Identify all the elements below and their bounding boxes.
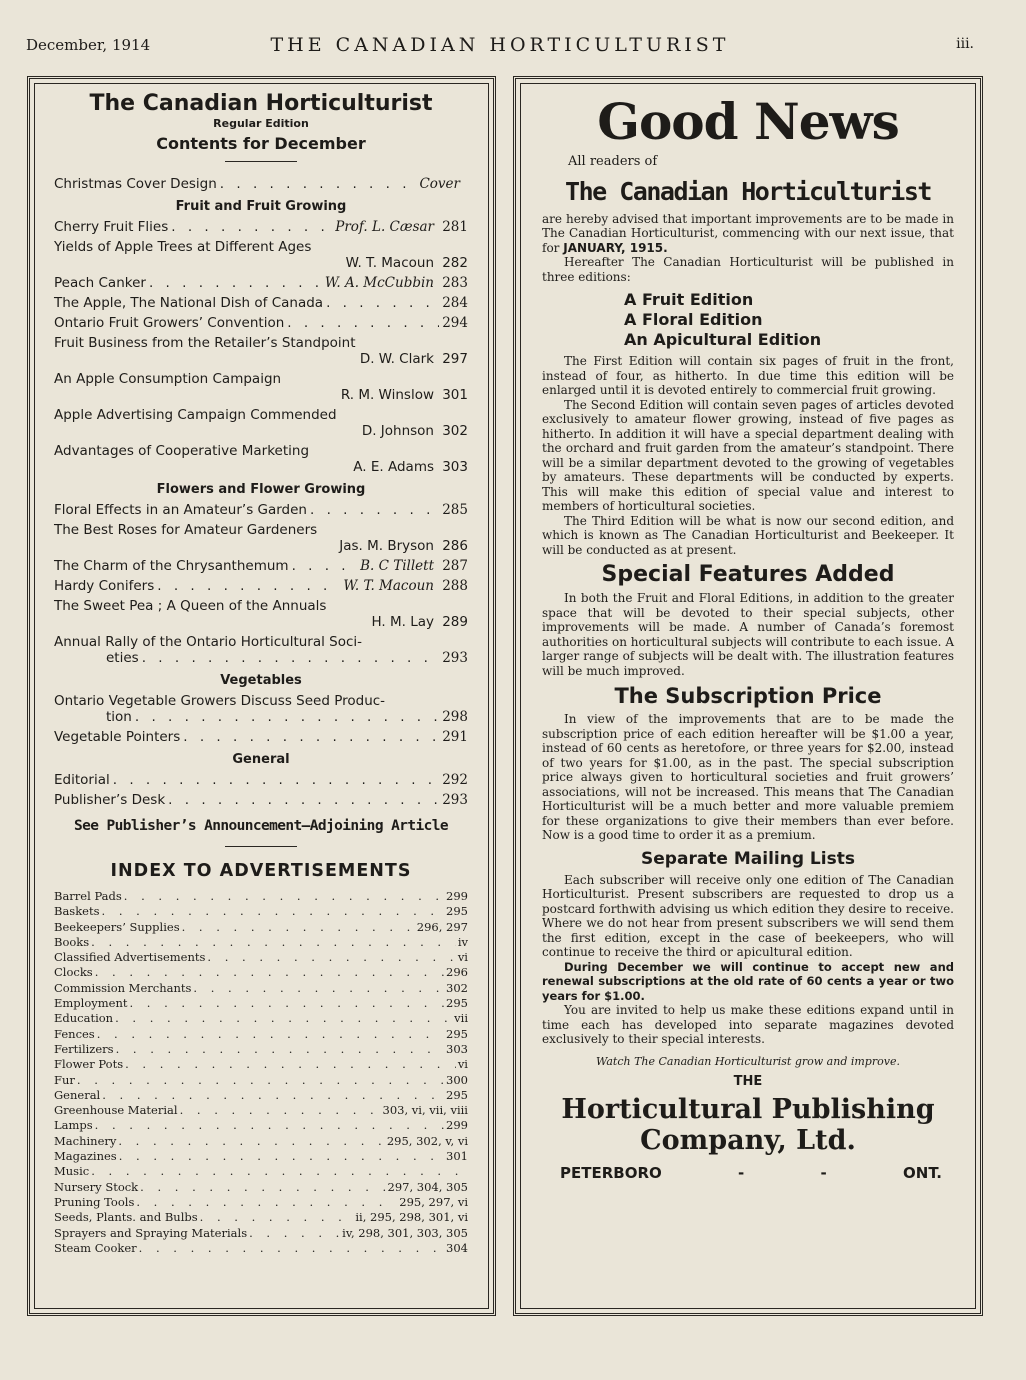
entry-title: Editorial [54,772,110,788]
entry-author: Prof. L. Cæsar [335,219,434,235]
invitation-paragraph: You are invited to help us make these editions expand until in time each has developed into separate magazines devoted exclusively to their special interests. [542,1003,954,1046]
index-advertiser: Fur [54,1072,75,1087]
index-advertiser: Lamps [54,1118,93,1133]
first-edition-paragraph: The First Edition will contain six pages of fruit in the front, instead of four, as hitherto. In due time this edition will be enlarged until it is devoted entirely to commercial fruit growing. [542,354,954,397]
toc-entry [54,443,468,475]
entry-line [54,423,468,439]
entry-line [54,239,468,255]
intro-date: JANUARY, 1915. [563,240,668,255]
entry-title: The Apple, The National Dish of Canada [54,295,324,311]
entry-page: 282 [442,255,468,271]
index-advertiser: Steam Cooker [54,1240,137,1255]
index-row [54,1241,468,1256]
dot-leader [119,1149,444,1163]
entry-page: 291 [442,729,468,745]
dot-leader [220,176,417,192]
contents-heading: Contents for December [156,134,366,153]
publisher-article: THE [733,1074,763,1089]
entry-line [54,255,468,271]
magazine-name-display: The Canadian Horticulturist [565,176,931,206]
running-head [0,34,1026,58]
index-pages: 303, vi, vii, viii [382,1103,468,1118]
dot-leader [292,558,358,574]
index-pages: 296, 297 [416,919,468,934]
index-row [54,904,468,919]
index-row [54,1164,468,1179]
toc-entry [54,558,468,574]
intro-text: are hereby advised that important improvements are to be made in The Canadian Horticulturist, commencing with our next issue, that for [542,211,954,255]
subscription-price-paragraph: In view of the improvements that are to be made the subscription price of each edition hereafter will be $1.00 a year, instead of 60 cents as heretofore, or three years for $2.00, instead of two years for $1.00, as in the past. The special subscription price always given to horticultural societies and fruit growers’ associations, will not be increased. This means that The Canadian Horticulturist will be a much better and more valuable premiem for these organizations to give their members than ever before. Now is a good time to order it as a premium. [542,712,954,842]
index-advertiser: Books [54,934,90,949]
entry-line [54,650,468,666]
entry-page: 285 [442,502,468,518]
index-pages: iv [457,934,468,949]
entry-title: An Apple Consumption Campaign [54,371,282,387]
entry-author: A. E. Adams [353,459,434,475]
index-advertiser: Beekeepers’ Supplies [54,919,180,934]
dot-leader [135,709,439,725]
advertisement-index [54,889,468,1256]
index-pages: 300 [446,1072,468,1087]
dot-leader [149,275,322,291]
index-advertiser: Education [54,1011,114,1026]
announcement-panel [513,76,983,1316]
dot-leader [180,1103,381,1117]
toc-entry [54,729,468,745]
toc-entry [54,792,468,808]
dot-leader [125,1057,456,1071]
dot-leader [207,950,455,964]
entry-title: Floral Effects in an Amateur’s Garden [54,502,307,518]
toc-entry [54,772,468,788]
index-advertiser: Barrel Pads [54,889,122,903]
index-row [54,1011,468,1026]
index-row [54,920,468,935]
contents-edition: Regular Edition [213,117,309,130]
entry-page: 302 [442,423,468,439]
dot-leader [157,578,340,594]
mailing-lists-paragraph: Each subscriber will receive only one edition of The Canadian Horticulturist. Present subscribers are requested to drop us a postcard forthwith advising us which edition they desire to receive. Where we do not hear from present subscribers we will send them the first edition, except in the case of beekeepers, who will continue to receive the third or apicultural edition. [542,872,954,959]
contents-panel [27,76,496,1316]
entry-title-continued: eties [106,650,139,666]
index-row [54,996,468,1011]
toc-entry [54,219,468,235]
contents-magazine-title: The Canadian Horticulturist [89,91,433,116]
entry-page: 292 [442,772,468,788]
index-row [54,935,468,950]
divider-rule [225,161,297,162]
second-edition-paragraph: The Second Edition will contain seven pages of articles devoted exclusively to amateur flower growing, instead of five pages as hitherto. In addition it will have a special department dealing with the orchard and fruit garden from the amateur’s standpoint. There will be a similar department devoted to the growing of vegetables by amateurs. These departments will be conducted by experts. This will make this edition of special value and interest to members of horticultural societies. [542,397,954,513]
index-pages: 304 [446,1240,468,1255]
announcement-note: See Publisher’s Announcement—Adjoining Article [74,818,448,834]
subscription-price-heading: The Subscription Price [614,684,882,708]
index-advertiser: Baskets [54,904,100,919]
index-pages: iv, 298, 301, 303, 305 [342,1225,468,1240]
entry-title: Peach Canker [54,275,146,291]
dot-leader [102,904,445,918]
entry-line [54,522,468,538]
toc-entry [54,693,468,725]
index-row [54,1027,468,1042]
entry-title: Fruit Business from the Retailer’s Standpoint [54,335,356,351]
dot-leader [183,729,439,745]
address-city: PETERBORO [560,1163,662,1182]
entry-line [54,634,468,650]
entry-line [54,459,468,475]
dot-leader [102,1088,444,1102]
magazine-running-title: THE CANADIAN HORTICULTURIST [270,34,730,56]
index-row [54,950,468,965]
entry-author: B. C Tillett [360,558,434,574]
index-advertiser: General [54,1087,101,1102]
entry-author: H. M. Lay [371,614,434,630]
dot-leader [193,981,444,995]
index-row [54,1134,468,1149]
toc-entry [54,295,468,311]
dot-leader [95,1118,444,1132]
address-province: ONT. [903,1163,942,1182]
dot-leader [140,1180,385,1194]
dot-leader [115,1011,452,1025]
index-pages: 297, 304, 305 [387,1179,468,1194]
entry-title: The Sweet Pea ; A Queen of the Annuals [54,598,327,614]
index-advertiser: Employment [54,996,128,1011]
december-offer-paragraph: During December we will continue to accept new and renewal subscriptions at the old rate of 60 cents a year or two years for $1.00. [542,959,954,1003]
watch-tagline: Watch The Canadian Horticulturist grow and improve. [596,1054,900,1068]
index-advertiser: Seeds, Plants. and Bulbs [54,1210,198,1225]
entry-line [54,351,468,367]
toc-entry [54,335,468,367]
index-row [54,1103,468,1118]
dot-leader [310,502,439,518]
entry-line [54,443,468,459]
index-row [54,965,468,980]
publisher-name: Horticultural Publishing Company, Ltd. [561,1093,935,1156]
entry-line [54,387,468,403]
dot-leader [139,1241,444,1255]
index-row [54,1088,468,1103]
entry-line [54,371,468,387]
index-pages: 295, 302, v, vi [386,1133,468,1148]
index-row [54,1073,468,1088]
section-heading: Fruit and Fruit Growing [175,199,347,214]
divider-rule [225,846,297,847]
toc-entry-cover [54,176,468,192]
entry-author: R. M. Winslow [340,387,434,403]
entry-title: Yields of Apple Trees at Different Ages [54,239,312,255]
entry-title: Hardy Conifers [54,578,155,594]
entry-page: 298 [442,709,468,725]
dot-leader [287,315,439,331]
index-row [54,1226,468,1241]
index-advertiser: Flower Pots [54,1057,124,1072]
issue-date: December, 1914 [26,36,151,54]
entry-author: W. T. Macoun [343,578,434,594]
entry-page: 286 [442,538,468,554]
index-row [54,889,468,904]
index-advertiser: Fences [54,1026,95,1041]
dot-leader [168,792,439,808]
publisher-address [560,1163,942,1182]
index-heading: INDEX TO ADVERTISEMENTS [110,861,412,881]
editions-list [624,290,954,350]
index-pages: 299 [446,1118,468,1133]
entry-line [54,335,468,351]
entry-line [54,709,468,725]
entry-line [54,407,468,423]
entry-page: 294 [442,315,468,331]
index-advertiser: Fertilizers [54,1041,114,1056]
index-pages: ii, 295, 298, 301, vi [355,1210,468,1225]
entry-page: 293 [442,650,468,666]
index-pages: vii [454,1011,468,1026]
index-row [54,1210,468,1225]
toc-entry [54,407,468,439]
entry-page: 289 [442,614,468,630]
entry-author: W. A. McCubbin [324,275,434,291]
section-heading: Flowers and Flower Growing [156,482,366,497]
index-advertiser: Machinery [54,1133,117,1148]
entry-title: Vegetable Pointers [54,729,181,745]
entry-page: 297 [442,351,468,367]
toc-entry [54,634,468,666]
dot-leader [200,1210,354,1224]
index-advertiser: Greenhouse Material [54,1103,178,1118]
special-features-heading: Special Features Added [601,562,895,587]
entry-title: Publisher’s Desk [54,792,166,808]
dot-leader [118,1134,384,1148]
dot-leader [91,935,456,949]
entry-title: Annual Rally of the Ontario Horticultural Soci- [54,634,363,650]
entry-title: Ontario Vegetable Growers Discuss Seed Produc- [54,693,386,709]
dot-leader [91,1164,466,1178]
index-advertiser: Nursery Stock [54,1179,139,1194]
entry-title: Advantages of Cooperative Marketing [54,443,310,459]
entry-title: The Charm of the Chrysanthemum [54,558,289,574]
index-row [54,1149,468,1164]
index-row [54,1195,468,1210]
index-pages: 295, 297, vi [399,1194,468,1209]
entry-page: 293 [442,792,468,808]
toc-entry [54,598,468,630]
toc-entry [54,522,468,554]
mailing-lists-heading: Separate Mailing Lists [641,848,855,869]
entry-title: Ontario Fruit Growers’ Convention [54,315,285,331]
index-pages: 295 [446,1087,468,1102]
dot-leader [95,965,444,979]
good-news-headline: Good News [597,92,899,151]
index-advertiser: Pruning Tools [54,1194,135,1209]
index-pages: 295 [446,1026,468,1041]
readers-line: All readers of [568,154,658,169]
index-pages: 296 [446,965,468,980]
section-heading: Vegetables [220,673,302,688]
address-dash: - [820,1163,827,1182]
index-row [54,1057,468,1072]
entry-title: Christmas Cover Design [54,176,217,192]
index-advertiser: Music [54,1164,90,1179]
index-pages: 302 [446,980,468,995]
toc-entry [54,502,468,518]
index-row [54,1118,468,1133]
entry-line [54,614,468,630]
index-row [54,1180,468,1195]
entry-page: 287 [442,558,468,574]
toc-entry [54,578,468,594]
edition-apicultural: An Apicultural Edition [624,330,822,349]
entry-page: 283 [442,275,468,291]
entry-page: 281 [442,219,468,235]
entry-author: W. T. Macoun [345,255,434,271]
third-edition-paragraph: The Third Edition will be what is now our second edition, and which is known as The Canadian Horticulturist and Beekeeper. It will be conducted as at present. [542,513,954,557]
dot-leader [77,1073,444,1087]
index-pages: 303 [446,1041,468,1056]
entry-page: 303 [442,459,468,475]
entry-page: Cover [419,176,460,192]
announcement-column [542,91,954,1180]
dot-leader [182,920,415,934]
dot-leader [124,889,444,903]
entry-title-continued: tion [106,709,132,725]
toc-entry [54,239,468,271]
toc-entry [54,371,468,403]
edition-fruit: A Fruit Edition [624,290,754,309]
index-pages: vi [457,950,468,965]
contents-column [54,87,468,1256]
table-of-contents [54,176,468,808]
entry-title: Apple Advertising Campaign Commended [54,407,337,423]
index-pages: vi [457,1057,468,1072]
entry-line [54,538,468,554]
index-row [54,981,468,996]
dot-leader [171,219,332,235]
page-number: iii. [956,36,974,52]
entry-page: 284 [442,295,468,311]
dot-leader [113,772,439,788]
toc-entry [54,275,468,291]
entry-author: Jas. M. Bryson [339,538,434,554]
index-advertiser: Classified Advertisements [54,950,206,965]
index-pages: 295 [446,996,468,1011]
entry-title: Cherry Fruit Flies [54,219,169,235]
index-pages: 299 [446,889,468,903]
dot-leader [326,295,439,311]
toc-entry [54,315,468,331]
intro-paragraph [542,212,954,256]
index-row [54,1042,468,1057]
editions-intro: Hereafter The Canadian Horticulturist will be published in three editions: [542,255,954,284]
index-advertiser: Clocks [54,965,93,980]
entry-author: D. Johnson [361,423,434,439]
entry-page: 288 [442,578,468,594]
entry-line [54,598,468,614]
index-advertiser: Commission Merchants [54,980,192,995]
dot-leader [97,1027,444,1041]
index-advertiser: Magazines [54,1149,117,1164]
dot-leader [249,1226,340,1240]
index-pages: 301 [446,1149,468,1164]
address-dash: - [738,1163,745,1182]
dot-leader [130,996,445,1010]
entry-line [54,693,468,709]
index-pages: 295 [446,904,468,919]
special-features-paragraph: In both the Fruit and Floral Editions, in addition to the greater space that will be devoted to their special subjects, other improvements will be made. A number of Canada’s foremost authorities on horticultural subjects will contribute to each issue. A larger range of subjects will be dealt with. The illustration features will be much improved. [542,591,954,678]
section-heading: General [232,752,290,767]
dot-leader [142,650,439,666]
dot-leader [136,1195,397,1209]
entry-title: The Best Roses for Amateur Gardeners [54,522,318,538]
index-advertiser: Sprayers and Spraying Materials [54,1225,248,1240]
dot-leader [116,1042,444,1056]
entry-page: 301 [442,387,468,403]
entry-author: D. W. Clark [359,351,434,367]
edition-floral: A Floral Edition [624,310,763,329]
